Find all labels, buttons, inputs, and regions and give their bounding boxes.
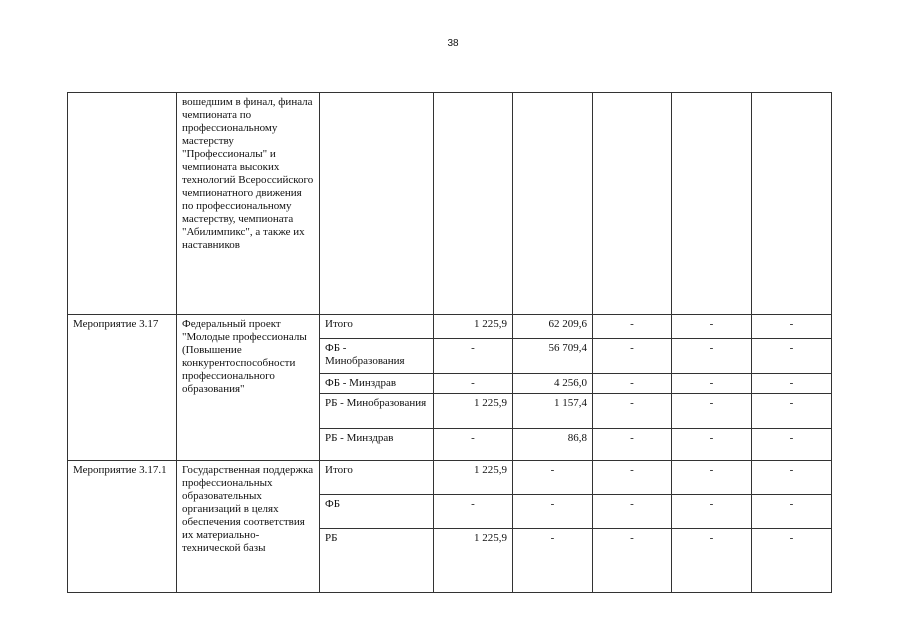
value-cell: -	[672, 315, 752, 339]
funding-source: РБ	[320, 529, 434, 593]
value-cell: -	[672, 429, 752, 461]
table-row	[68, 461, 832, 495]
empty-cell	[68, 93, 177, 315]
measure-label: Мероприятие 3.17.1	[68, 461, 177, 593]
value-cell: -	[593, 461, 672, 495]
value-cell: -	[593, 429, 672, 461]
value-cell: -	[752, 495, 832, 529]
value-cell: -	[513, 461, 593, 495]
value-cell: -	[672, 394, 752, 429]
empty-cell	[752, 93, 832, 315]
value-cell: 86,8	[513, 429, 593, 461]
value-cell: -	[752, 339, 832, 374]
value-cell: 1 225,9	[434, 461, 513, 495]
funding-source: ФБ	[320, 495, 434, 529]
value-cell: -	[513, 495, 593, 529]
funding-source: Итого	[320, 461, 434, 495]
funding-source: РБ - Минздрав	[320, 429, 434, 461]
value-cell: -	[434, 339, 513, 374]
budget-table	[67, 92, 832, 593]
value-cell: 62 209,6	[513, 315, 593, 339]
value-cell: -	[434, 429, 513, 461]
value-cell: 1 225,9	[434, 394, 513, 429]
value-cell: -	[593, 495, 672, 529]
continuation-text: вошедшим в финал, финала чемпионата по профессиональному мастерству "Профессионалы" и чемпионата высоких технологий Всероссийского чемпионатного движения по профессиональному мастерству, чемпионата "Абилимпикс", а также их наставников	[177, 93, 320, 315]
funding-source: Итого	[320, 315, 434, 339]
empty-cell	[320, 93, 434, 315]
measure-description: Государственная поддержка профессиональных образовательных организаций в целях обеспечения соответствия их материально-технической базы	[177, 461, 320, 593]
value-cell: -	[593, 394, 672, 429]
funding-source: ФБ - Минобразования	[320, 339, 434, 374]
value-cell: -	[672, 461, 752, 495]
value-cell: -	[593, 374, 672, 394]
value-cell: -	[752, 529, 832, 593]
value-cell: -	[672, 339, 752, 374]
value-cell: -	[593, 529, 672, 593]
value-cell: 4 256,0	[513, 374, 593, 394]
empty-cell	[513, 93, 593, 315]
value-cell: 1 225,9	[434, 315, 513, 339]
value-cell: -	[752, 374, 832, 394]
value-cell: -	[752, 429, 832, 461]
value-cell: -	[513, 529, 593, 593]
table-row	[68, 315, 832, 339]
measure-label: Мероприятие 3.17	[68, 315, 177, 461]
empty-cell	[593, 93, 672, 315]
value-cell: 1 157,4	[513, 394, 593, 429]
value-cell: -	[593, 339, 672, 374]
value-cell: -	[672, 529, 752, 593]
value-cell: -	[434, 374, 513, 394]
value-cell: -	[434, 495, 513, 529]
table-row	[68, 93, 832, 315]
value-cell: -	[593, 315, 672, 339]
funding-source: РБ - Минобразования	[320, 394, 434, 429]
empty-cell	[434, 93, 513, 315]
value-cell: -	[752, 315, 832, 339]
value-cell: -	[752, 461, 832, 495]
funding-source: ФБ - Минздрав	[320, 374, 434, 394]
value-cell: 56 709,4	[513, 339, 593, 374]
value-cell: 1 225,9	[434, 529, 513, 593]
page-number: 38	[447, 38, 459, 49]
value-cell: -	[672, 495, 752, 529]
measure-description: Федеральный проект "Молодые профессионалы (Повышение конкурентоспособности профессионального образования"	[177, 315, 320, 461]
value-cell: -	[672, 374, 752, 394]
empty-cell	[672, 93, 752, 315]
value-cell: -	[752, 394, 832, 429]
